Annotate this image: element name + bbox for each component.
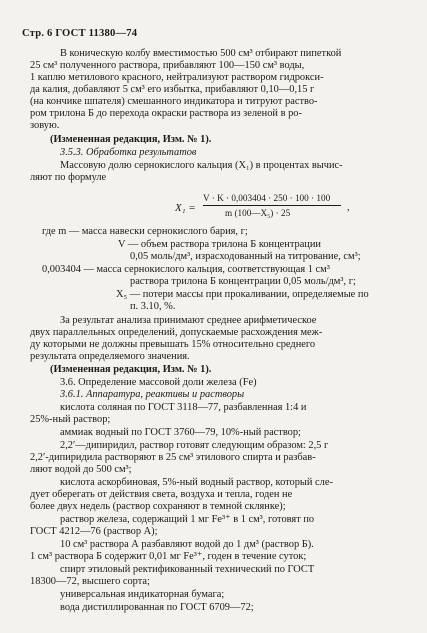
text-line: Массовую долю сернокислого кальция (X₁) в процентах вычис- xyxy=(60,160,343,171)
text-line: 10 см³ раствора А разбавляют водой до 1 дм³ (раствор Б). xyxy=(60,539,314,550)
text-line: 25%-ный раствор; xyxy=(30,414,111,425)
text-line: X₅ — потери массы при прокаливании, определяемые по xyxy=(116,289,369,300)
text-line: 2,2′—дипиридил, раствор готовят следующим образом: 2,5 г xyxy=(60,440,329,451)
text-line: двух параллельных определений, допускаемые расхождения меж- xyxy=(30,327,323,338)
formula-lhs: X₁ = xyxy=(175,202,196,214)
formula-comma: , xyxy=(347,202,350,213)
text-line: 1 см³ раствора Б содержит 0,01 мг Fe³⁺, годен в течение суток; xyxy=(30,551,307,562)
text-line: За результат анализа принимают среднее арифметическое xyxy=(60,315,317,326)
text-line: кислота соляная по ГОСТ 3118—77, разбавленная 1:4 и xyxy=(60,402,307,413)
text-line: раствор железа, содержащий 1 мг Fe³⁺ в 1 см³, готовят по xyxy=(60,514,315,525)
text-line: 25 см³ полученного раствора, прибавляют 100—150 см³ воды, xyxy=(30,60,305,71)
page-header: Стр. 6 ГОСТ 11380—74 xyxy=(22,28,138,39)
text-line: результата определяемого значения. xyxy=(30,351,190,362)
formula-denominator: m (100—X₅) · 25 xyxy=(225,208,291,218)
text-line: дует оберегать от действия света, воздуха и тепла, годен не xyxy=(30,489,293,500)
text-line: 1 каплю метилового красного, нейтрализуют раствором гидрокси- xyxy=(30,72,324,83)
text-line: (Измененная редакция, Изм. № 1). xyxy=(50,364,212,375)
text-line: вода дистиллированная по ГОСТ 6709—72; xyxy=(60,602,254,613)
formula-numerator: V · K · 0,003404 · 250 · 100 · 100 xyxy=(203,193,331,203)
text-line: кислота аскорбиновая, 5%-ный водный раствор, который сле- xyxy=(60,477,333,488)
text-line: V — объем раствора трилона Б концентрации xyxy=(118,239,321,250)
text-line: п. 3.10, %. xyxy=(130,301,176,312)
text-line: универсальная индикаторная бумага; xyxy=(60,589,225,600)
text-line: ляют водой до 500 см³; xyxy=(30,464,132,475)
text-line: (Измененная редакция, Изм. № 1). xyxy=(50,134,212,145)
text-line: 18300—72, высшего сорта; xyxy=(30,576,150,587)
text-line: 0,05 моль/дм³, израсходованный на титрование, см³; xyxy=(130,251,361,262)
text-line: ГОСТ 4212—76 (раствор А); xyxy=(30,526,158,537)
text-line: 3.5.3. Обработка результатов xyxy=(60,147,197,158)
text-line: спирт этиловый ректификованный технический по ГОСТ xyxy=(60,564,315,575)
text-line: ду которыми не должны превышать 15% относительно среднего xyxy=(30,339,316,350)
text-line: где m — масса навески сернокислого бария, г; xyxy=(42,226,248,237)
text-line: 3.6.1. Аппаратура, реактивы и растворы xyxy=(60,389,245,400)
text-line: (на кончике шпателя) смешанного индикатора и титруют раство- xyxy=(30,96,318,107)
text-line: более двух недель (раствор сохраняют в темной склянке); xyxy=(30,501,286,512)
text-line: В коническую колбу вместимостью 500 см³ отбирают пипеткой xyxy=(60,48,342,59)
text-line: ляют по формуле xyxy=(30,172,107,183)
text-line: 2,2′-дипиридила растворяют в 25 см³ этилового спирта и разбав- xyxy=(30,452,316,463)
text-line: зовую. xyxy=(30,120,60,131)
text-line: аммиак водный по ГОСТ 3760—79, 10%-ный раствор; xyxy=(60,427,301,438)
fraction-bar xyxy=(203,205,341,206)
text-line: 3.6. Определение массовой доли железа (Fe) xyxy=(60,377,257,388)
text-line: раствора трилона Б концентрации 0,05 моль/дм³, г; xyxy=(130,276,356,287)
text-line: да калия, добавляют 5 см³ его избытка, прибавляют 0,10—0,15 г xyxy=(30,84,315,95)
text-line: ром трилона Б до перехода окраски раствора из зеленой в ро- xyxy=(30,108,302,119)
text-line: 0,003404 — масса сернокислого кальция, соответствующая 1 см³ xyxy=(42,264,330,275)
